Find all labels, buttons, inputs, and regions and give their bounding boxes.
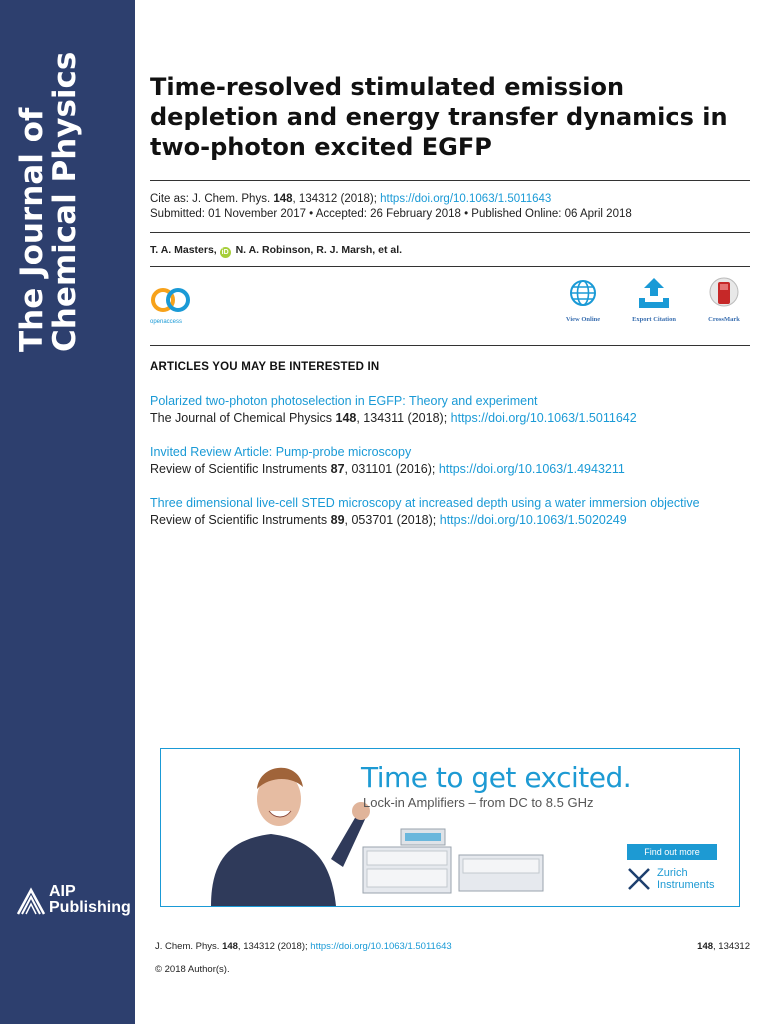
author-1[interactable]: T. A. Masters, bbox=[150, 244, 217, 256]
find-out-more-button[interactable]: Find out more bbox=[627, 844, 717, 860]
crossmark-button[interactable] bbox=[694, 276, 754, 323]
orcid-icon[interactable]: iD bbox=[221, 249, 229, 256]
author-list bbox=[150, 244, 402, 258]
divider bbox=[150, 180, 750, 181]
related-article-title[interactable]: Invited Review Article: Pump-probe microscopy bbox=[150, 445, 412, 459]
related-article-title[interactable]: Polarized two-photon photoselection in EGFP: Theory and experiment bbox=[150, 394, 538, 408]
related-article-volume: 89 bbox=[330, 513, 345, 527]
related-article-journal: Review of Scientific Instruments bbox=[150, 462, 331, 476]
authors-rest[interactable]: N. A. Robinson, R. J. Marsh, et al. bbox=[235, 244, 403, 256]
journal-name bbox=[16, 52, 82, 352]
related-article bbox=[150, 393, 750, 427]
divider bbox=[150, 345, 750, 346]
related-article-rest: , 031101 (2016); bbox=[344, 462, 439, 476]
open-access-logo bbox=[150, 287, 198, 323]
globe-icon bbox=[568, 276, 598, 310]
related-article-rest: , 134311 (2018); bbox=[356, 411, 451, 425]
related-article-doi[interactable]: https://doi.org/10.1063/1.4943211 bbox=[438, 462, 625, 476]
footer-rest: , 134312 (2018); bbox=[237, 941, 311, 952]
crossmark-icon bbox=[708, 276, 740, 310]
ad-headline: Time to get excited. bbox=[361, 761, 632, 794]
article-title: Time-resolved stimulated emission depletion and energy transfer dynamics in two-photon excited EGFP bbox=[150, 73, 728, 161]
publisher-publishing: Publishing bbox=[49, 899, 131, 916]
cite-prefix: Cite as: J. Chem. Phys. bbox=[150, 193, 274, 205]
view-online-button[interactable] bbox=[553, 276, 613, 323]
journal-name-line2: Chemical Physics bbox=[47, 51, 83, 352]
related-articles-heading: ARTICLES YOU MAY BE INTERESTED IN bbox=[150, 361, 380, 373]
lock-in-amplifier-devices bbox=[361, 827, 551, 897]
related-article-journal: Review of Scientific Instruments bbox=[150, 513, 331, 527]
article-doi-link[interactable]: https://doi.org/10.1063/1.5011643 bbox=[380, 193, 552, 205]
copyright-notice: © 2018 Author(s). bbox=[155, 964, 230, 975]
crossmark-label: CrossMark bbox=[708, 316, 740, 323]
footer-right-rest: , 134312 bbox=[713, 941, 750, 952]
footer-volume: 148 bbox=[222, 941, 238, 952]
aip-publishing-logo[interactable] bbox=[16, 883, 131, 918]
related-article-volume: 148 bbox=[335, 411, 357, 425]
ad-brand-line2: Instruments bbox=[657, 879, 715, 891]
open-access-label: openaccess bbox=[150, 319, 183, 325]
publisher-aip: AIP bbox=[49, 883, 76, 900]
advertisement-banner[interactable] bbox=[160, 748, 740, 907]
divider bbox=[150, 232, 750, 233]
footer-right-volume: 148 bbox=[697, 941, 714, 952]
ad-brand-line1: Zurich bbox=[657, 867, 688, 879]
related-article-rest: , 053701 (2018); bbox=[344, 513, 440, 527]
export-icon bbox=[637, 276, 671, 310]
related-article-journal: The Journal of Chemical Physics bbox=[150, 411, 336, 425]
ad-subline: Lock-in Amplifiers – from DC to 8.5 GHz bbox=[363, 795, 594, 810]
citation-block bbox=[150, 192, 632, 222]
journal-name-line1: The Journal of bbox=[14, 107, 50, 352]
related-article-title[interactable]: Three dimensional live-cell STED microscopy at increased depth using a water immersion objective bbox=[150, 496, 700, 510]
aip-swoosh-icon bbox=[16, 886, 46, 916]
article-dates: Submitted: 01 November 2017 • Accepted: 26 February 2018 • Published Online: 06 April 2018 bbox=[150, 208, 632, 220]
cite-volume: 148 bbox=[273, 193, 293, 205]
open-access-icon bbox=[150, 287, 194, 313]
export-citation-label: Export Citation bbox=[632, 316, 676, 323]
export-citation-button[interactable] bbox=[624, 276, 684, 323]
ad-brand bbox=[657, 867, 714, 891]
related-article-doi[interactable]: https://doi.org/10.1063/1.5011642 bbox=[450, 411, 637, 425]
cite-rest: , 134312 (2018); bbox=[292, 193, 381, 205]
related-article bbox=[150, 495, 750, 529]
related-article-doi[interactable]: https://doi.org/10.1063/1.5020249 bbox=[439, 513, 627, 527]
view-online-label: View Online bbox=[565, 316, 601, 323]
zurich-instruments-logo-icon bbox=[627, 867, 651, 891]
divider bbox=[150, 266, 750, 267]
related-article bbox=[150, 444, 750, 478]
journal-sidebar bbox=[0, 0, 135, 1024]
footer-cite-prefix: J. Chem. Phys. bbox=[155, 941, 223, 952]
related-article-volume: 87 bbox=[330, 462, 345, 476]
footer-doi-link[interactable]: https://doi.org/10.1063/1.5011643 bbox=[310, 941, 452, 952]
ad-person-photo bbox=[181, 749, 371, 906]
